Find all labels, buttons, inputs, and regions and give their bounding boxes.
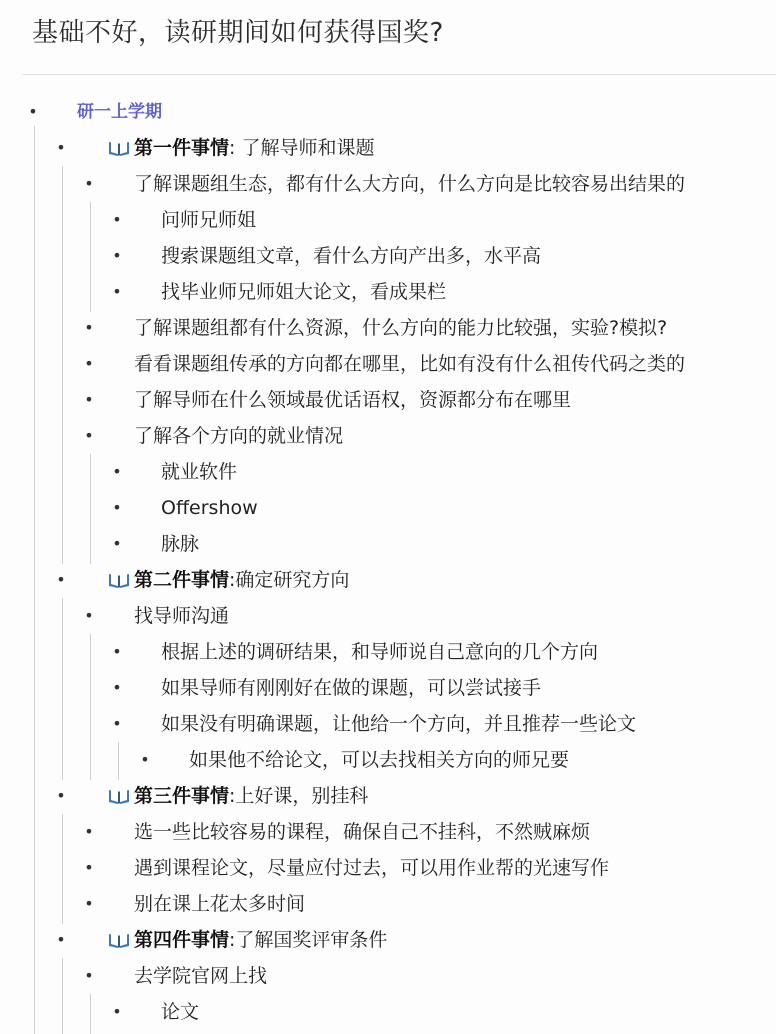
bullet-dot: •	[84, 822, 94, 841]
task-heading-rest: :确定研究方向	[229, 569, 350, 591]
outline-item-task[interactable]	[0, 922, 776, 958]
outline-item[interactable]	[0, 202, 776, 238]
task-heading-rest: :上好课，别挂科	[229, 785, 369, 807]
outline-item[interactable]	[0, 418, 776, 454]
outline-item[interactable]	[0, 166, 776, 202]
outline-item-text: 了解导师在什么领域最优话语权，资源都分布在哪里	[134, 389, 572, 411]
outline-item[interactable]	[0, 886, 776, 922]
task-heading-rest: : 了解导师和课题	[229, 137, 375, 159]
task-heading-rest: :了解国奖评审条件	[229, 929, 388, 951]
outline-item-text: 如果没有明确课题，让他给一个方向，并且推荐一些论文	[161, 713, 637, 735]
outline-item-text: 遇到课程论文，尽量应付过去，可以用作业帮的光速写作	[134, 857, 610, 879]
bullet-dot: •	[56, 786, 66, 805]
open-book-icon	[108, 925, 130, 961]
outline-item[interactable]	[0, 670, 776, 706]
outline-item[interactable]	[0, 706, 776, 742]
bullet-dot: •	[112, 210, 122, 229]
outline-item-text: 找导师沟通	[134, 605, 230, 627]
outline-item[interactable]	[0, 274, 776, 310]
bullet-dot: •	[112, 498, 122, 517]
outline-item-text: 选一些比较容易的课程，确保自己不挂科，不然贼麻烦	[134, 821, 591, 843]
bullet-dot: •	[84, 858, 94, 877]
outline-item[interactable]	[0, 382, 776, 418]
outline-item[interactable]	[0, 634, 776, 670]
outline-item-text: 如果他不给论文，可以去找相关方向的师兄要	[189, 749, 570, 771]
title-divider	[22, 74, 776, 75]
outline-item-text: 找毕业师兄师姐大论文，看成果栏	[161, 281, 447, 303]
bullet-dot: •	[84, 894, 94, 913]
section-title: 研一上学期	[77, 102, 162, 122]
bullet-dot: •	[112, 246, 122, 265]
outline-item[interactable]	[0, 814, 776, 850]
outline-item-task[interactable]	[0, 130, 776, 166]
outline-item[interactable]	[0, 994, 776, 1030]
outline-item-text: 脉脉	[161, 533, 200, 555]
bullet-dot: •	[112, 462, 122, 481]
outline-item[interactable]	[0, 850, 776, 886]
bullet-dot: •	[140, 750, 150, 769]
bullet-dot: •	[112, 1002, 122, 1021]
bullet-dot: •	[56, 930, 66, 949]
outline-item[interactable]	[0, 742, 776, 778]
open-book-icon	[108, 133, 130, 169]
outline-item-text: 了解课题组都有什么资源，什么方向的能力比较强，实验?模拟?	[134, 317, 668, 339]
outline-item-text: 如果导师有刚刚好在做的课题，可以尝试接手	[161, 677, 542, 699]
outline-item[interactable]	[0, 346, 776, 382]
outline-item-text: 论文	[161, 1001, 200, 1023]
bullet-dot: •	[112, 534, 122, 553]
outline-item[interactable]	[0, 958, 776, 994]
bullet-dot: •	[112, 678, 122, 697]
outline-item-task[interactable]	[0, 778, 776, 814]
outline-item-text: 了解课题组生态，都有什么大方向，什么方向是比较容易出结果的	[134, 173, 686, 195]
outline-item[interactable]	[0, 490, 776, 526]
outline-item-text: 就业软件	[161, 461, 238, 483]
outline-item-text: Offershow	[161, 497, 258, 519]
outline-item-text: 搜索课题组文章，看什么方向产出多，水平高	[161, 245, 542, 267]
task-heading	[108, 562, 349, 601]
outline-item[interactable]	[0, 238, 776, 274]
task-heading	[108, 922, 387, 961]
outline-item-section[interactable]	[0, 94, 776, 130]
bullet-dot: •	[84, 354, 94, 373]
outline-item-text: 根据上述的调研结果，和导师说自己意向的几个方向	[161, 641, 599, 663]
task-heading-bold: 第四件事情	[134, 929, 230, 951]
bullet-dot: •	[84, 966, 94, 985]
outline-item-text: 别在课上花太多时间	[134, 893, 306, 915]
outline-list	[0, 94, 776, 1030]
bullet-dot: •	[56, 138, 66, 157]
bullet-dot: •	[28, 102, 38, 121]
page-title: 基础不好，读研期间如何获得国奖?	[32, 18, 444, 48]
outline-item[interactable]	[0, 454, 776, 490]
bullet-dot: •	[112, 714, 122, 733]
outline-item[interactable]	[0, 598, 776, 634]
bullet-dot: •	[84, 426, 94, 445]
outline-item[interactable]	[0, 310, 776, 346]
outline-item-text: 看看课题组传承的方向都在哪里，比如有没有什么祖传代码之类的	[134, 353, 686, 375]
bullet-dot: •	[84, 390, 94, 409]
task-heading-bold: 第二件事情	[134, 569, 230, 591]
bullet-dot: •	[84, 174, 94, 193]
bullet-dot: •	[112, 642, 122, 661]
bullet-dot: •	[84, 318, 94, 337]
bullet-dot: •	[56, 570, 66, 589]
outline-item-text: 了解各个方向的就业情况	[134, 425, 344, 447]
outline-item[interactable]	[0, 526, 776, 562]
bullet-dot: •	[84, 606, 94, 625]
task-heading	[108, 130, 374, 169]
task-heading-bold: 第一件事情	[134, 137, 230, 159]
outline-item-task[interactable]	[0, 562, 776, 598]
open-book-icon	[108, 781, 130, 817]
task-heading-bold: 第三件事情	[134, 785, 230, 807]
task-heading	[108, 778, 368, 817]
open-book-icon	[108, 565, 130, 601]
outline-item-text: 问师兄师姐	[161, 209, 257, 231]
bullet-dot: •	[112, 282, 122, 301]
outline-item-text: 去学院官网上找	[134, 965, 268, 987]
